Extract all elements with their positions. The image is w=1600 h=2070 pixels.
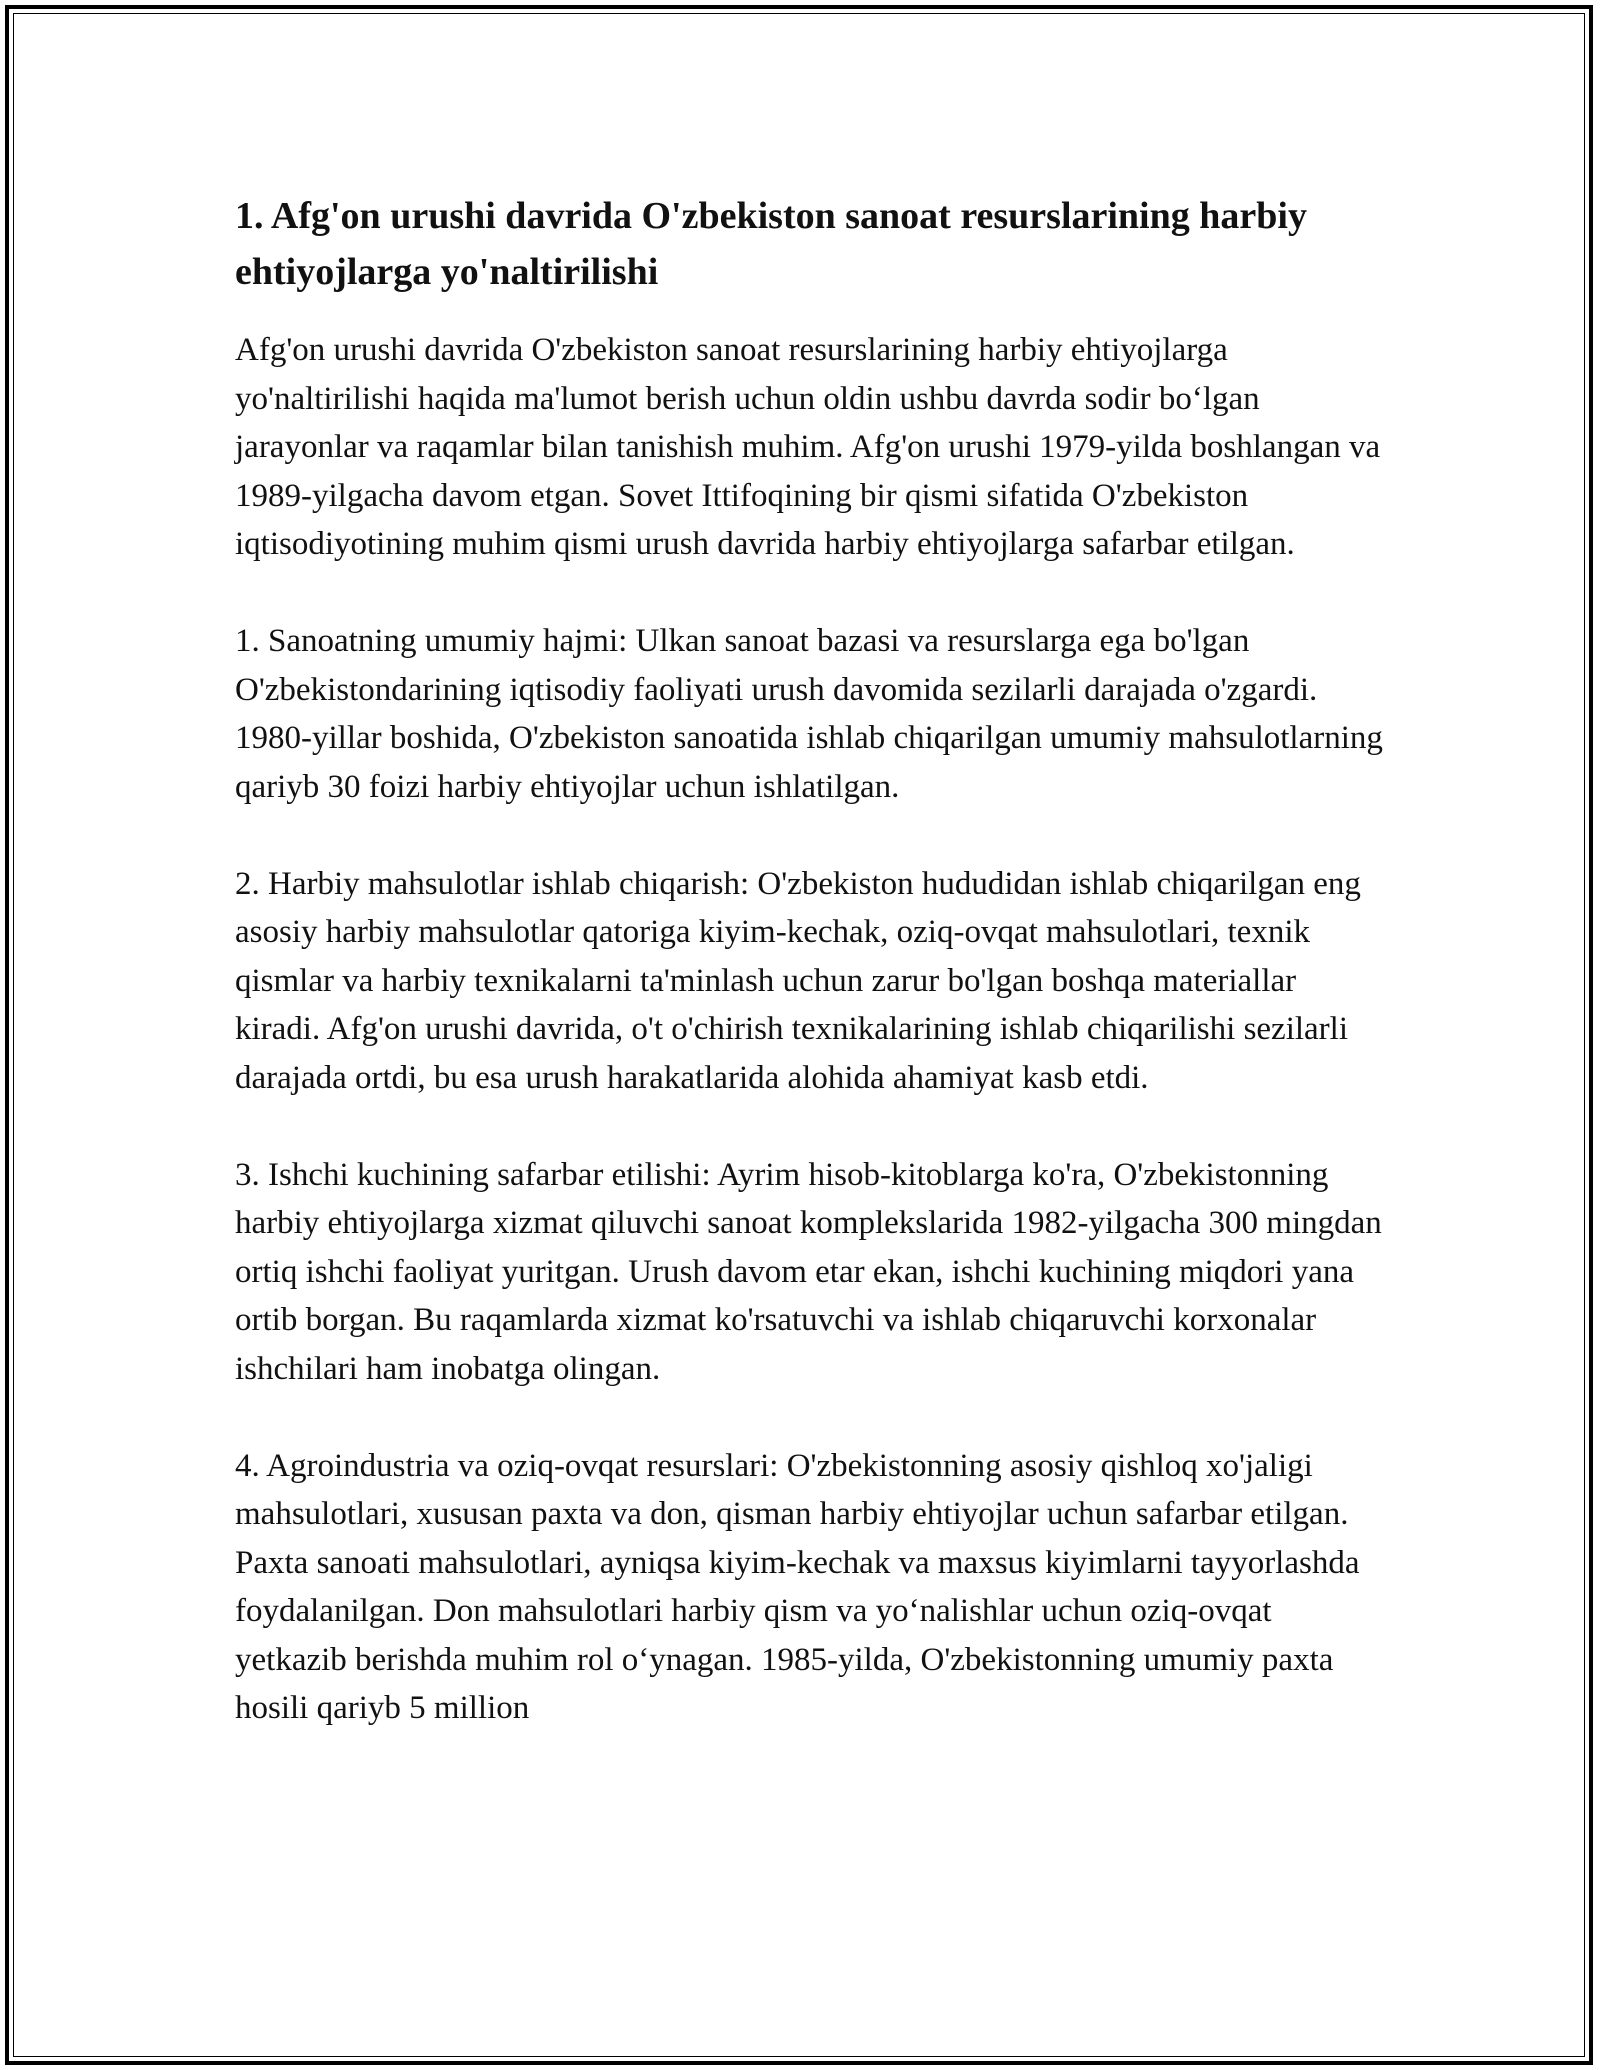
paragraph-military-production: 2. Harbiy mahsulotlar ishlab chiqarish: O'zbekiston hududidan ishlab chiqarilgan eng asosiy harbiy mahsulotlar qatoriga kiyim-kechak, oziq-ovqat mahsulotlari, texnik qismlar va harbiy texnikalarni ta'minlash uchun zarur bo'lgan boshqa materiallar kiradi. Afg'on urushi davrida, o't o'chirish texnikalarining ishlab chiqarilishi sezilarli darajada ortdi, bu esa urush harakatlarida alohida ahamiyat kasb etdi. [235, 865, 1361, 1096]
section-heading: 1. Afg'on urushi davrida O'zbekiston sanoat resurslarining harbiy ehtiyojlarga yo'naltirilishi [235, 195, 1307, 293]
document-content [235, 188, 1385, 1781]
paragraph-agroindustry: 4. Agroindustria va oziq-ovqat resurslari: O'zbekistonning asosiy qishloq xo'jaligi mahsulotlari, xususan paxta va don, qisman harbiy ehtiyojlar uchun safarbar etilgan. Paxta sanoati mahsulotlari, ayniqsa kiyim-kechak va maxsus kiyimlarni tayyorlashda foydalanilgan. Don mahsulotlari harbiy qism va yo‘nalishlar uchun oziq-ovqat yetkazib berishda muhim rol o‘ynagan. 1985-yilda, O'zbekistonning umumiy paxta hosili qariyb 5 million [235, 1447, 1360, 1726]
paragraph-industry-volume: 1. Sanoatning umumiy hajmi: Ulkan sanoat bazasi va resurslarga ega bo'lgan O'zbekistondarining iqtisodiy faoliyati urush davomida sezilarli darajada o'zgardi. 1980-yillar boshida, O'zbekiston sanoatida ishlab chiqarilgan umumiy mahsulotlarning qariyb 30 foizi harbiy ehtiyojlar uchun ishlatilgan. [235, 623, 1383, 805]
paragraph-intro: Afg'on urushi davrida O'zbekiston sanoat resurslarining harbiy ehtiyojlarga yo'naltirilishi haqida ma'lumot berish uchun oldin ushbu davrda sodir bo‘lgan jarayonlar va raqamlar bilan tanishish muhim. Afg'on urushi 1979-yilda boshlangan va 1989-yilgacha davom etgan. Sovet Ittifoqining bir qismi sifatida O'zbekiston iqtisodiyotining muhim qismi urush davrida harbiy ehtiyojlarga safarbar etilgan. [235, 332, 1381, 562]
paragraph-workforce: 3. Ishchi kuchining safarbar etilishi: Ayrim hisob-kitoblarga ko'ra, O'zbekistonning harbiy ehtiyojlarga xizmat qiluvchi sanoat komplekslarida 1982-yilgacha 300 mingdan ortiq ishchi faoliyat yuritgan. Urush davom etar ekan, ishchi kuchining miqdori yana ortib borgan. Bu raqamlarda xizmat ko'rsatuvchi va ishlab chiqaruvchi korxonalar ishchilari ham inobatga olingan. [235, 1156, 1382, 1387]
